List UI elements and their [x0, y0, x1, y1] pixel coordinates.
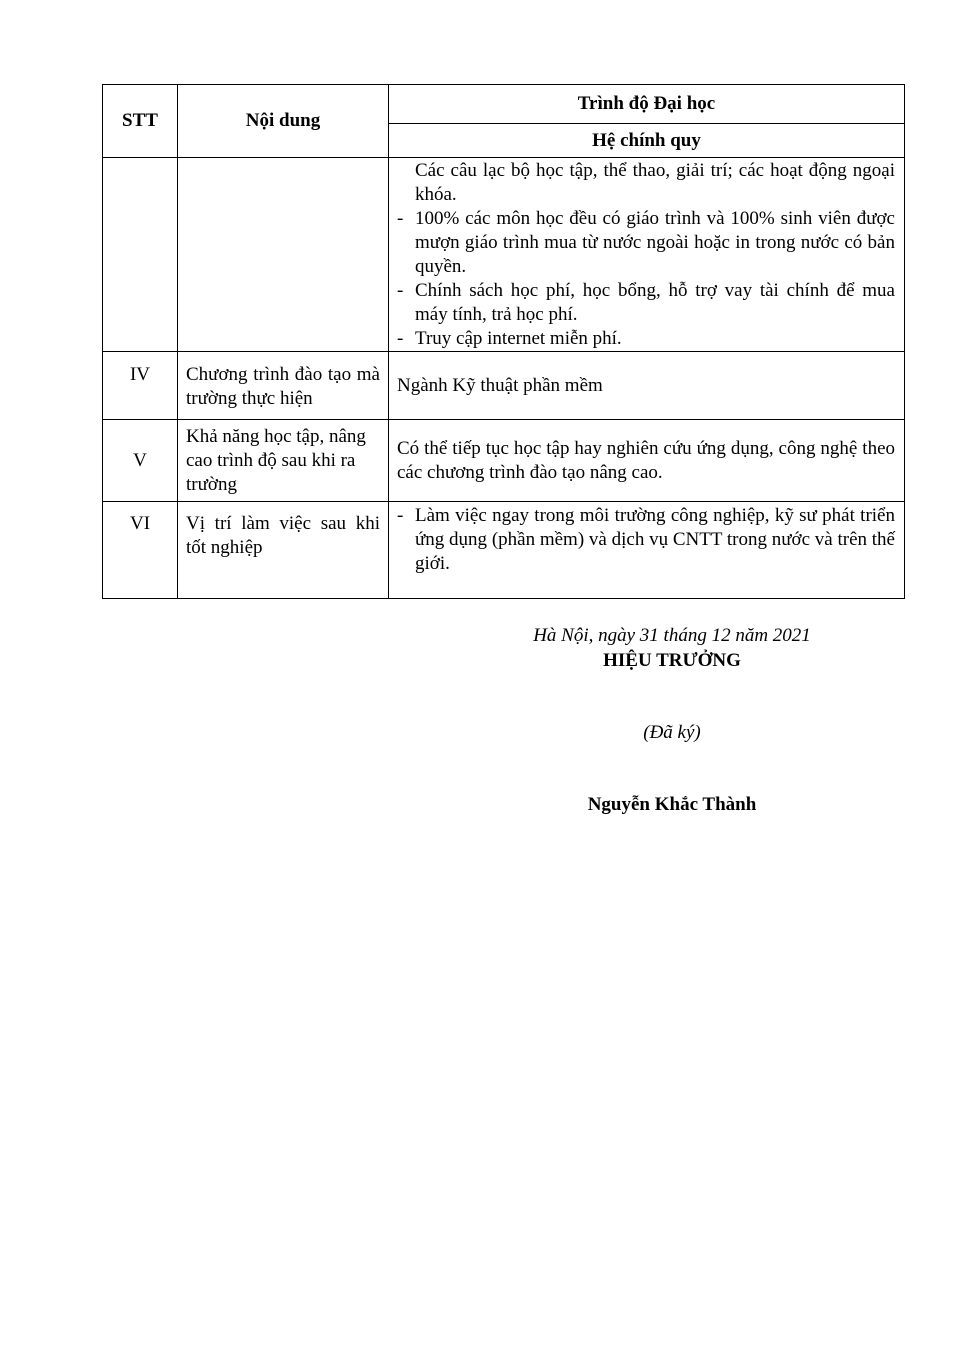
table-row-iv: [103, 352, 905, 420]
cell-stt: VI: [103, 502, 178, 599]
cell-noi-dung: Chương trình đào tạo mà trường thực hiện: [178, 352, 389, 420]
header-he-chinh-quy: Hệ chính quy: [389, 124, 905, 158]
list-item: - Làm việc ngay trong môi trường công nghiệp, kỹ sư phát triển ứng dụng (phần mềm) và dịch vụ CNTT trong nước và trên thế giới.: [397, 505, 895, 574]
header-row-1: [103, 85, 905, 124]
cell-noi-dung: Khả năng học tập, nâng cao trình độ sau khi ra trường: [178, 420, 389, 502]
cell-stt: IV: [103, 352, 178, 420]
list-item: Các câu lạc bộ học tập, thể thao, giải trí; các hoạt động ngoại khóa.: [415, 159, 895, 205]
signer-title: HIỆU TRƯỞNG: [603, 650, 741, 671]
cell-continued-content: [389, 158, 905, 352]
continued-list: [397, 159, 895, 351]
cell-noi-dung-empty: [178, 158, 389, 352]
place-date: Hà Nội, ngày 31 tháng 12 năm 2021: [533, 625, 811, 646]
list-item: - Chính sách học phí, học bổng, hỗ trợ vay tài chính để mua máy tính, trả học phí.: [397, 279, 895, 325]
header-noi-dung: Nội dung: [178, 85, 389, 158]
table-row-vi: [103, 502, 905, 599]
list-item: - 100% các môn học đều có giáo trình và 100% sinh viên được mượn giáo trình mua từ nước ngoài hoặc in trong nước có bản quyền.: [397, 207, 895, 277]
cell-noi-dung: Vị trí làm việc sau khi tốt nghiệp: [178, 502, 389, 599]
list-item: - Truy cập internet miễn phí.: [397, 327, 622, 349]
table-row-v: [103, 420, 905, 502]
content-list: [397, 504, 895, 576]
program-info-table: [102, 84, 905, 599]
cell-stt-empty: [103, 158, 178, 352]
header-stt: STT: [103, 85, 178, 158]
signer-name: Nguyễn Khắc Thành: [587, 794, 757, 815]
cell-content: Có thể tiếp tục học tập hay nghiên cứu ứng dụng, công nghệ theo các chương trình đào tạo nâng cao.: [389, 420, 905, 502]
signed-note: (Đã ký): [643, 722, 701, 743]
cell-stt: V: [103, 420, 178, 502]
header-trinh-do: Trình độ Đại học: [389, 85, 905, 124]
cell-content: Ngành Kỹ thuật phần mềm: [389, 352, 905, 420]
cell-content: [389, 502, 905, 599]
table-row-continued: [103, 158, 905, 352]
